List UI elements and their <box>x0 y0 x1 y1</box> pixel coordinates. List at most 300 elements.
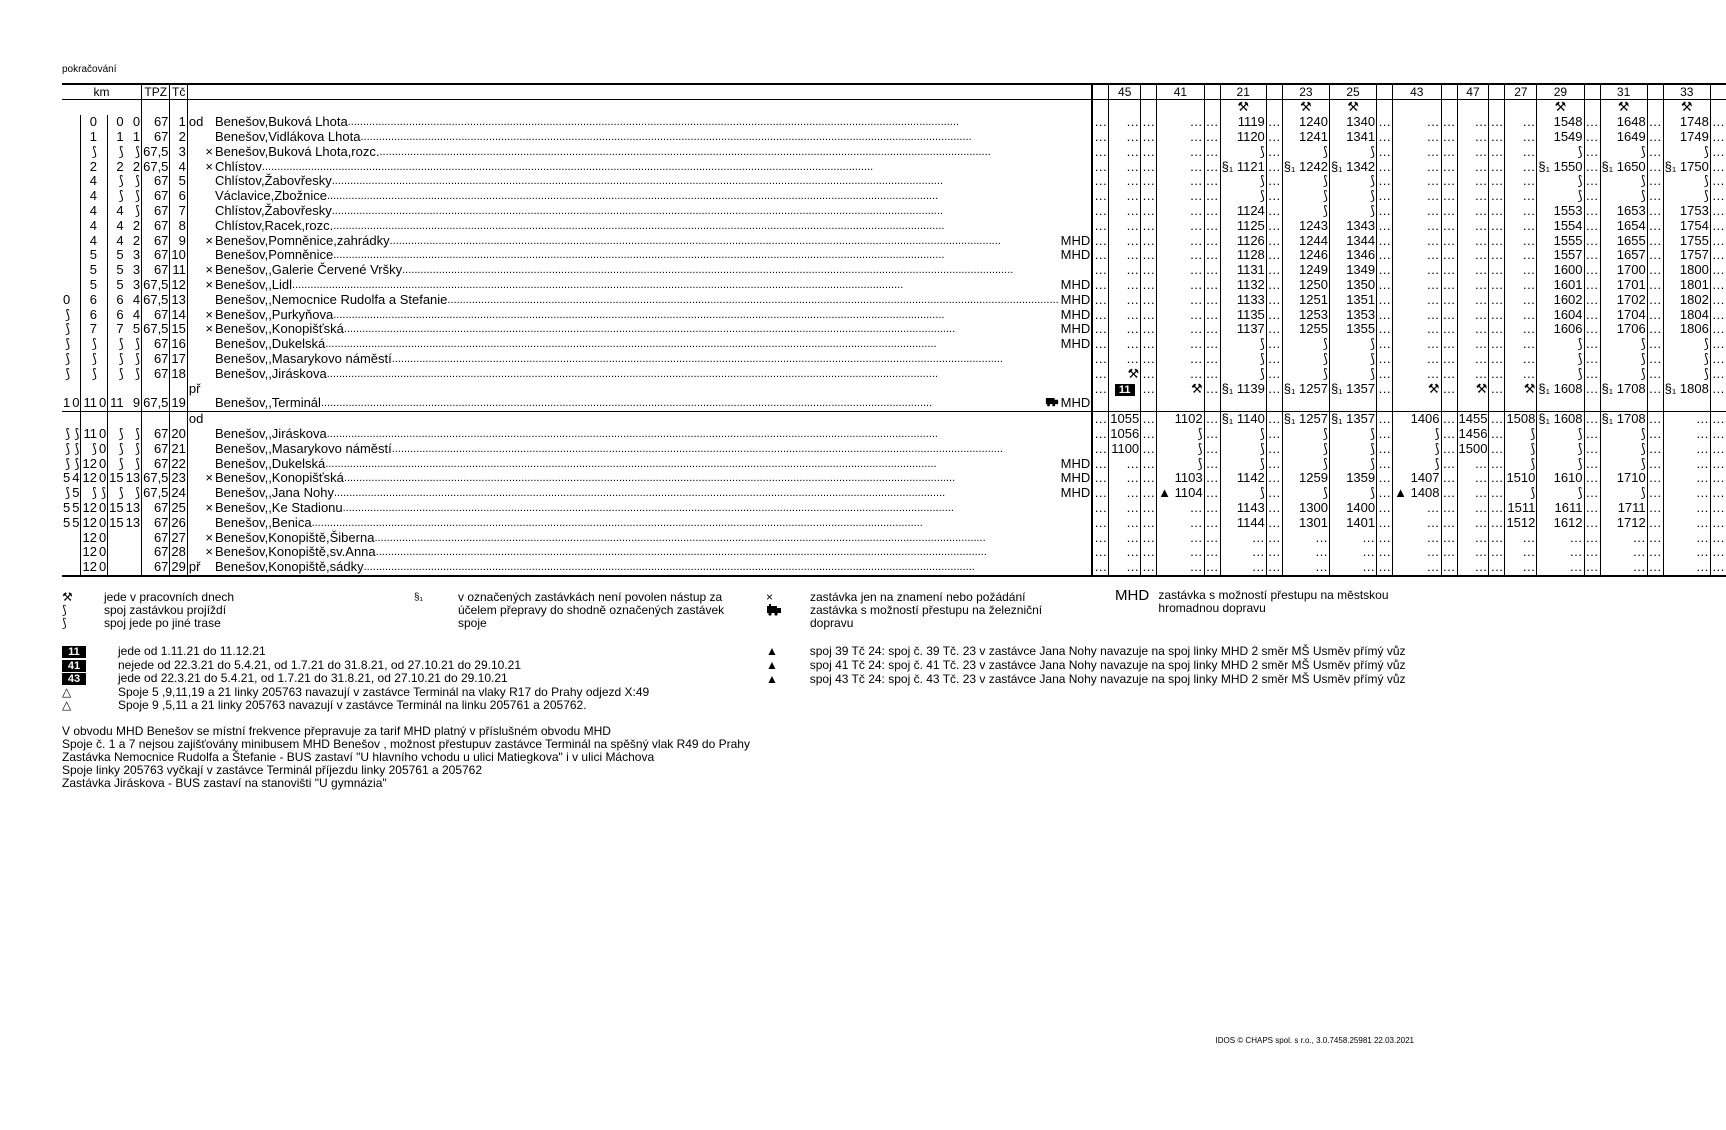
od-marker <box>187 292 204 307</box>
time-cell: … <box>1157 159 1204 174</box>
leader-dots: ........................................................................................................................................................................................................ <box>333 249 945 262</box>
km-value <box>62 263 71 278</box>
km-value: 11 <box>108 396 125 411</box>
time-cell: … <box>1442 188 1456 204</box>
stop-row <box>62 174 1726 189</box>
time-cell: ⟆ <box>1393 427 1441 442</box>
time-cell: … <box>1457 144 1489 159</box>
time-cell: … <box>1457 130 1489 145</box>
time-cell: … <box>1648 440 1662 456</box>
km-value <box>62 248 71 263</box>
time-cell: … <box>1205 262 1219 278</box>
workdays-icon: ⚒ <box>1537 100 1584 115</box>
km-value <box>71 159 81 174</box>
stop-name <box>214 486 1060 501</box>
km-value: 15 <box>109 514 124 530</box>
km-value <box>71 292 81 307</box>
time-cell: … <box>1505 545 1537 560</box>
time-cell: … <box>1109 248 1141 263</box>
time-cell: … <box>1267 262 1281 278</box>
blank-cell <box>1441 84 1457 100</box>
time-cell: ⟆ <box>1505 456 1537 471</box>
stop-name <box>214 278 1060 293</box>
time-cell: … <box>1157 174 1204 189</box>
time-cell: … <box>1711 217 1725 233</box>
time-cell: … <box>1490 559 1504 575</box>
time-cell: … <box>1585 276 1599 292</box>
time-cell: … <box>1711 425 1725 441</box>
leader-dots: ........................................................................................................................................................................................................ <box>292 278 904 291</box>
stop-name-text: Chlístov <box>214 158 262 174</box>
time-cell: … <box>1094 425 1108 441</box>
km-value <box>71 189 81 204</box>
time-cell: ⟆ <box>1600 486 1647 501</box>
tpz-value: 67,5 <box>143 485 169 501</box>
time-cell: ⟆ <box>1220 189 1266 204</box>
time-cell: 1343 <box>1329 218 1376 233</box>
km-value: 5 <box>108 278 125 293</box>
time-cell: … <box>1663 486 1710 501</box>
stop-row <box>62 486 1726 501</box>
time-cell: … <box>1393 159 1441 174</box>
time-cell: … <box>1267 188 1281 204</box>
stop-name-text: Benešov,Konopiště,sádky <box>214 559 364 575</box>
time-cell: … <box>1267 291 1281 307</box>
time-cell: ⟆ <box>1537 486 1584 501</box>
stop-name <box>214 366 1060 381</box>
km-value: ⟆ <box>108 456 125 471</box>
km-value: 3 <box>132 262 141 278</box>
time-cell: … <box>1142 544 1156 560</box>
time-cell: … <box>1490 336 1504 352</box>
time-cell: … <box>1329 545 1376 560</box>
stop-name <box>214 545 1060 560</box>
time-cell: … <box>1442 114 1456 130</box>
stop-name-text: Benešov,Buková Lhota <box>214 114 348 130</box>
triangle-icon: ▲ <box>766 672 778 686</box>
tpz-value: 67 <box>142 366 170 381</box>
idos-credit: IDOS © CHAPS spol. s r.o., 3.0.7458.25981 22.03.2021 <box>1215 1036 1414 1045</box>
time-cell: … <box>1442 321 1456 337</box>
km-value <box>71 337 81 352</box>
km-value <box>98 352 108 367</box>
time-cell: … <box>1094 485 1108 501</box>
blank-cell <box>214 381 1060 396</box>
request-marker <box>204 366 214 381</box>
time-cell: … <box>1378 232 1392 248</box>
time-cell: … <box>1711 232 1725 248</box>
time-cell: §₁ 1342 <box>1330 158 1376 174</box>
time-cell: … <box>1094 232 1108 248</box>
time-cell: … <box>1490 128 1504 144</box>
request-marker: × <box>205 306 213 322</box>
time-cell: … <box>1442 485 1456 501</box>
time-cell: … <box>1142 306 1156 322</box>
km-value <box>71 278 81 293</box>
tc-value: 27 <box>171 529 186 545</box>
time-cell: ⟆ <box>1282 174 1329 189</box>
time-cell: … <box>1205 114 1219 130</box>
time-cell: … <box>1442 514 1456 530</box>
time-cell: … <box>1109 130 1141 145</box>
time-cell: … <box>1393 352 1441 367</box>
time-cell: … <box>1505 159 1537 174</box>
blank-cell <box>62 381 71 396</box>
mhd-marker <box>1060 515 1093 530</box>
km-value <box>108 545 125 560</box>
time-cell: … <box>1205 411 1219 427</box>
leader-dots: ........................................................................................................................................................................................................ <box>391 442 1003 455</box>
time-cell: … <box>1109 515 1141 530</box>
request-marker: × <box>205 276 213 292</box>
time-cell: … <box>1109 322 1141 337</box>
blank-cell <box>1266 396 1282 411</box>
time-cell: 1341 <box>1329 130 1376 145</box>
time-cell: ⟆ <box>1282 144 1329 159</box>
terminal-row <box>62 396 1726 411</box>
time-cell: … <box>1157 501 1204 516</box>
time-cell: … <box>1537 545 1584 560</box>
time-cell: … <box>1648 350 1662 366</box>
time-cell: … <box>1378 350 1392 366</box>
time-cell: ▲ 1104 <box>1158 485 1203 501</box>
time-cell: §₁ 1139 <box>1221 380 1265 396</box>
through-icon: ⟆ <box>62 603 67 617</box>
time-cell: … <box>1378 143 1392 159</box>
request-marker <box>204 174 214 189</box>
time-cell: … <box>1393 337 1441 352</box>
time-cell: … <box>1648 232 1662 248</box>
km-value <box>125 530 142 545</box>
time-cell: 1103 <box>1157 471 1204 486</box>
km-value: ⟆ <box>81 486 98 501</box>
time-cell: 1755 <box>1663 233 1710 248</box>
time-cell: … <box>1442 350 1456 366</box>
time-cell: … <box>1205 485 1219 501</box>
time-cell: 1455 <box>1458 411 1488 427</box>
time-cell: … <box>1329 560 1376 576</box>
time-cell: … <box>1457 248 1489 263</box>
km-value: ⟆ <box>74 440 80 456</box>
time-cell: … <box>1109 159 1141 174</box>
km-value: ⟆ <box>65 485 71 501</box>
time-cell: ⟆ <box>1537 174 1584 189</box>
time-cell: … <box>1393 233 1441 248</box>
leader-dots: ........................................................................................................................................................................................................ <box>389 234 1001 247</box>
time-cell: … <box>1157 115 1204 130</box>
time-cell: … <box>1505 530 1537 545</box>
legend-request: zastávka jen na znamení nebo požádání <box>810 590 1026 604</box>
request-marker: × <box>205 158 213 174</box>
time-cell: … <box>1648 336 1662 352</box>
time-cell: … <box>1442 276 1456 292</box>
time-cell: … <box>1711 291 1725 307</box>
time-cell: … <box>1585 114 1599 130</box>
time-cell: … <box>1505 144 1537 159</box>
stop-row <box>62 292 1726 307</box>
legend-mid <box>766 591 1086 630</box>
time-cell: 1142 <box>1220 471 1266 486</box>
time-cell: 1701 <box>1600 278 1647 293</box>
request-marker <box>204 441 214 456</box>
time-cell: ⟆ <box>1220 366 1266 381</box>
km-value <box>71 248 81 263</box>
stop-row <box>62 263 1726 278</box>
tc-header: Tč <box>170 84 187 100</box>
stop-name <box>214 396 1060 411</box>
time-cell: 1128 <box>1220 248 1266 263</box>
time-cell: §₁ 1708 <box>1601 411 1646 427</box>
mhd-marker <box>1060 427 1093 442</box>
tpz-value: 67 <box>142 441 170 456</box>
km-value <box>71 263 81 278</box>
km-value <box>71 307 81 322</box>
time-cell: … <box>1585 499 1599 515</box>
km-value: 5 <box>63 514 71 530</box>
time-cell: … <box>1205 202 1219 218</box>
terminal-arrival-row <box>62 381 1726 396</box>
od-marker <box>187 144 204 159</box>
leader-dots: ........................................................................................................................................................................................................ <box>374 531 986 544</box>
time-cell: … <box>1490 529 1504 545</box>
stop-name-text: Chlístov,Žabovřesky <box>214 173 332 189</box>
time-cell: 1500 <box>1458 440 1488 456</box>
km-value <box>62 545 71 560</box>
stop-name-text: Benešov,,Konopišťská <box>214 321 344 337</box>
km-value: 5 <box>81 248 98 263</box>
stop-row <box>62 189 1726 204</box>
time-cell: … <box>1537 530 1584 545</box>
time-cell: … <box>1109 233 1141 248</box>
km-value: 0 <box>98 455 107 471</box>
time-cell: … <box>1142 217 1156 233</box>
km-value <box>71 144 81 159</box>
time-cell: … <box>1648 411 1662 427</box>
note-code-box: 41 <box>62 660 86 672</box>
blank-cell <box>1489 396 1505 411</box>
time-cell: … <box>1267 321 1281 337</box>
time-cell: … <box>1267 143 1281 159</box>
blank-cell <box>1377 396 1393 411</box>
stop-name <box>214 427 1060 442</box>
time-cell: … <box>1378 291 1392 307</box>
time-cell: … <box>1442 232 1456 248</box>
time-cell: ⟆ <box>1329 337 1376 352</box>
legend-para-text: v označených zastávkách není povolen nástup za účelem přepravy do shodně označených zastávek spoje <box>458 590 725 630</box>
blank-cell <box>1092 396 1109 411</box>
km-value: ⟆ <box>135 202 141 218</box>
time-cell: 1610 <box>1537 471 1584 486</box>
time-cell: … <box>1663 515 1710 530</box>
triangle-icon: ▲ <box>766 644 778 658</box>
km-value: 3 <box>132 247 141 263</box>
tpz-header: TPZ <box>142 84 170 100</box>
time-cell: … <box>1505 292 1537 307</box>
time-cell: … <box>1378 470 1392 486</box>
tpz-value: 67 <box>142 204 170 219</box>
time-cell: … <box>1094 336 1108 352</box>
blank-cell <box>1282 396 1329 411</box>
tc-value: 21 <box>171 440 186 456</box>
time-cell: … <box>1157 337 1204 352</box>
tpz-value: 67,5 <box>143 291 169 307</box>
time-cell: … <box>1505 322 1537 337</box>
time-cell: … <box>1442 559 1456 575</box>
time-cell: … <box>1378 365 1392 381</box>
stop-name-text: Benešov,,Purkyňova <box>214 306 334 322</box>
km-value: 5 <box>132 321 141 337</box>
stop-row <box>62 322 1726 337</box>
km-value: 5 <box>72 485 80 501</box>
mhd-marker: MHD <box>1060 247 1091 263</box>
tc-value: 7 <box>170 204 187 219</box>
tc-value: 17 <box>171 350 186 366</box>
time-cell: … <box>1267 173 1281 189</box>
od-marker <box>187 322 204 337</box>
time-cell: … <box>1457 456 1489 471</box>
od-marker <box>187 218 204 233</box>
time-cell: … <box>1393 530 1441 545</box>
stop-name-text: Benešov,Konopiště,Šiberna <box>214 529 375 545</box>
time-cell: … <box>1094 544 1108 560</box>
leader-dots: ........................................................................................................................................................................................................ <box>320 397 933 410</box>
km-value <box>62 233 71 248</box>
time-cell: … <box>1490 485 1504 501</box>
blank-cell <box>1204 396 1220 411</box>
time-cell: … <box>1378 455 1392 471</box>
time-cell: … <box>1142 232 1156 248</box>
km-value: 0 <box>98 559 107 575</box>
time-cell: 1102 <box>1157 411 1204 426</box>
time-cell: … <box>1585 202 1599 218</box>
time-cell: 1606 <box>1537 322 1584 337</box>
request-marker: × <box>205 529 213 545</box>
km-value: 0 <box>98 529 107 545</box>
time-cell: ⚒ <box>1505 381 1537 396</box>
time-cell: … <box>1442 440 1456 456</box>
stop-row <box>62 307 1726 322</box>
time-cell: … <box>1142 455 1156 471</box>
time-cell: ⟆ <box>1505 486 1537 501</box>
blank-cell <box>108 381 125 396</box>
time-cell: … <box>1585 544 1599 560</box>
km-value <box>71 545 81 560</box>
blank-cell <box>71 411 81 426</box>
time-cell: 1654 <box>1600 218 1647 233</box>
time-cell: 1406 <box>1393 411 1441 426</box>
time-cell: 1649 <box>1600 130 1647 145</box>
time-cell: … <box>1109 144 1141 159</box>
time-cell: … <box>1442 128 1456 144</box>
trip-number: 43 <box>1393 84 1441 100</box>
footer-line: V obvodu MHD Benešov se místní frekvence přepravuje za tarif MHD platný v příslušném obvodu MHD <box>62 724 611 738</box>
km-value: 7 <box>108 322 125 337</box>
time-cell: … <box>1490 217 1504 233</box>
time-cell: … <box>1378 188 1392 204</box>
workdays-icon: ⚒ <box>1663 100 1710 115</box>
time-cell: … <box>1648 514 1662 530</box>
stop-name <box>214 248 1060 263</box>
time-cell: … <box>1157 292 1204 307</box>
time-cell: … <box>1094 529 1108 545</box>
time-cell: … <box>1711 143 1725 159</box>
time-cell: … <box>1585 232 1599 248</box>
time-cell: … <box>1585 440 1599 456</box>
time-cell: §₁ 1242 <box>1283 158 1328 174</box>
time-cell: … <box>1142 202 1156 218</box>
time-cell: ⚒ <box>1393 381 1441 396</box>
mhd-marker: MHD <box>1060 276 1091 292</box>
time-cell: … <box>1490 262 1504 278</box>
tpz-value: 67 <box>142 307 170 322</box>
time-cell: … <box>1442 202 1456 218</box>
blank-cell <box>1457 100 1489 115</box>
time-cell: … <box>1094 158 1108 174</box>
time-cell: … <box>1711 544 1725 560</box>
note-code-box: 43 <box>62 673 86 685</box>
time-cell: … <box>1711 173 1725 189</box>
blank-cell <box>1060 411 1093 426</box>
time-cell: 1244 <box>1282 233 1329 248</box>
blank-cell <box>1393 396 1441 411</box>
time-cell: 1804 <box>1663 307 1710 322</box>
request-marker: × <box>205 143 213 159</box>
time-cell: ⟆ <box>1663 174 1710 189</box>
km-value: 4 <box>108 218 125 233</box>
time-cell: … <box>1585 291 1599 307</box>
time-cell: … <box>1505 263 1537 278</box>
time-cell: 1132 <box>1220 278 1266 293</box>
time-cell: 1602 <box>1537 292 1584 307</box>
mhd-marker <box>1060 144 1093 159</box>
time-cell: … <box>1711 321 1725 337</box>
legend-through: spoj zastávkou projíždí <box>104 603 227 617</box>
time-cell: 1555 <box>1537 233 1584 248</box>
leader-dots: ........................................................................................................................................................................................................ <box>311 516 923 529</box>
time-cell: … <box>1142 276 1156 292</box>
time-cell: 1246 <box>1282 248 1329 263</box>
time-cell: … <box>1205 470 1219 486</box>
time-cell: … <box>1094 350 1108 366</box>
time-cell: … <box>1505 115 1537 130</box>
stop-name <box>214 263 1060 278</box>
time-cell: … <box>1393 292 1441 307</box>
time-cell: … <box>1711 499 1725 515</box>
time-cell: … <box>1442 470 1456 486</box>
time-cell: … <box>1648 455 1662 471</box>
km-value: 4 <box>81 204 98 219</box>
time-cell: … <box>1505 204 1537 219</box>
time-cell: … <box>1157 248 1204 263</box>
trip-number: 29 <box>1537 84 1584 100</box>
time-cell: ⟆ <box>1393 441 1441 456</box>
km-value: ⟆ <box>108 427 125 442</box>
tc-value: 15 <box>171 321 186 337</box>
tc-value: 14 <box>171 306 186 322</box>
time-cell: ⟆ <box>1220 144 1266 159</box>
request-marker <box>204 456 214 471</box>
km-value: ⟆ <box>65 440 71 456</box>
time-cell: ⟆ <box>1282 441 1329 456</box>
blank-cell <box>1505 396 1537 411</box>
time-cell: ⟆ <box>1282 456 1329 471</box>
request-marker <box>204 204 214 219</box>
time-cell: 1706 <box>1600 322 1647 337</box>
km-value <box>98 159 108 174</box>
leader-dots: ........................................................................................................................................................................................................ <box>375 546 987 559</box>
time-cell: 1355 <box>1329 322 1376 337</box>
time-cell: ⚒ <box>1109 366 1141 381</box>
